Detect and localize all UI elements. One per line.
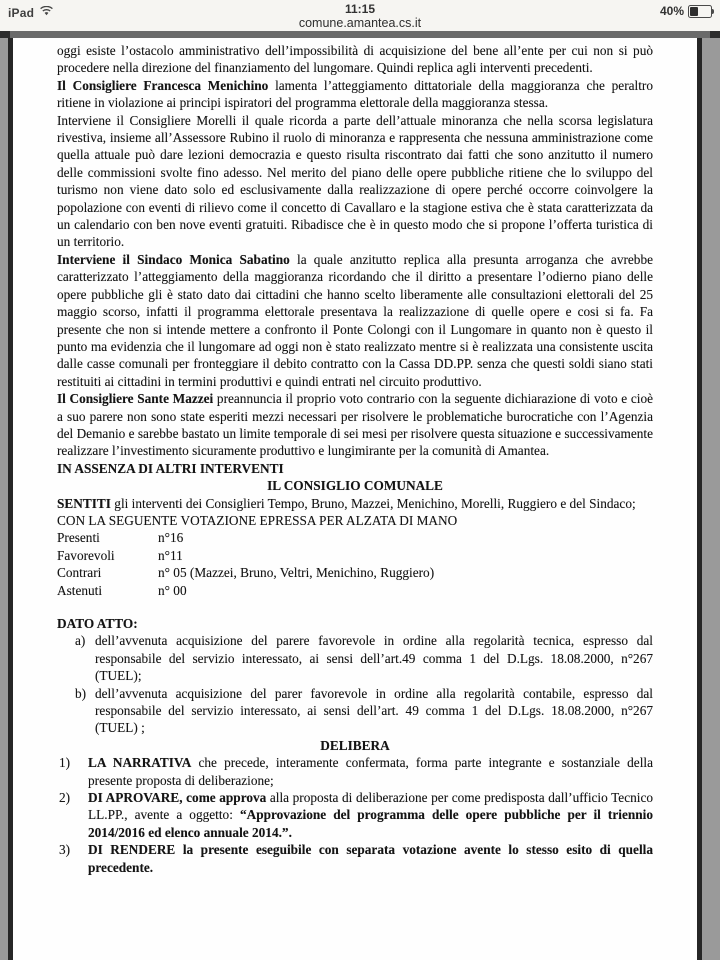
paragraph-menichino xyxy=(57,77,653,112)
vote-label: Favorevoli xyxy=(57,547,115,563)
paragraph-continuation: oggi esiste l’ostacolo amministrativo dell’impossibilità di acquisizione del bene all’ente per cui non si può procedere nella direzione del finanziamento del lungomare. Quindi replica agli interventi precedenti. xyxy=(57,43,653,76)
dato-atto-title: DATO ATTO: xyxy=(57,616,138,631)
list-marker: 2) xyxy=(59,790,71,806)
document-viewport[interactable] xyxy=(0,38,720,960)
list-text: dell’avvenuta acquisizione del parere favorevole in ordine alla regolarità tecnica, espresso dal responsabile del servizio interessato, ai sensi dell’art.49 comma 1 del D.Lgs. 18.08.2000, n°267 (TUEL); xyxy=(95,633,653,684)
scan-corner-left xyxy=(0,31,10,38)
list-marker: b) xyxy=(75,685,87,701)
document-content xyxy=(13,38,697,876)
delibera-text: che precede, interamente confermata, forma parte integrante e sostanziale della presente proposta di deliberazione; xyxy=(88,755,653,788)
battery-icon xyxy=(688,5,712,18)
speaker-name: Il Consigliere Sante Mazzei xyxy=(57,391,214,407)
paragraph-sabatino xyxy=(57,251,653,390)
paragraph-morelli: Interviene il Consigliere Morelli il quale ricorda a parte dell’attuale minoranza che nella scorsa legislatura rivestiva, insieme all’Assessore Rubino il ruolo di minoranza e rappresenta che nessuna amministrazione come quella attuale può dare lezioni democrazia e questo risulta riscontrato dai fatti che sono anzitutto il numero delle commissioni svolte fino adesso. Nel merito del piano delle opere pubbliche ritiene che lo sviluppo del turismo non viene dato solo ed esclusivamente dalla realizzazione di opere perché occorre coinvolgere la popolazione con eventi di rilievo come il concetto di Cavallaro e la stagione estiva che è stata caratterizzata da un calendario con ben nove eventi gratuiti. Ribadisce che è in questo modo che si propone l’offerta turistica di un territorio. xyxy=(57,112,653,250)
list-marker: 3) xyxy=(59,842,71,858)
vote-label: Astenuti xyxy=(57,582,103,598)
vote-row-contrari xyxy=(57,564,653,581)
delibera-title: DELIBERA xyxy=(320,737,390,753)
list-text: dell’avvenuta acquisizione del parer favorevole in ordine alla regolarità contabile, espresso dal responsabile del servizio interessato, ai sensi dell’art. 49 comma 1 del D.Lgs. 18.08.2000, n°267 (TUEL) ; xyxy=(95,685,653,736)
sentiti-text: gli interventi dei Consiglieri Tempo, Bruno, Mazzei, Menichino, Morelli, Ruggiero e del Sindaco; xyxy=(110,495,636,511)
vote-row-astenuti xyxy=(57,582,653,599)
section-heading-consiglio: IL CONSIGLIO COMUNALE xyxy=(267,478,443,494)
delibera-item-2 xyxy=(57,789,653,841)
delibera-text: alla proposta di deliberazione per come predisposta dall’ufficio Tecnico LL.PP., avente a oggetto: xyxy=(88,790,654,823)
sentiti-paragraph xyxy=(57,495,653,512)
vote-row-presenti xyxy=(57,529,653,546)
vote-value: n°11 xyxy=(158,547,183,563)
battery-nub xyxy=(712,9,714,14)
device-label: iPad xyxy=(8,5,35,20)
battery-fill xyxy=(690,7,698,16)
sentiti-keyword: SENTITI xyxy=(57,495,111,511)
delibera-item-3 xyxy=(57,841,653,876)
dato-atto-item-b xyxy=(57,685,653,737)
speaker-name: Il Consigliere Francesca Menichino xyxy=(57,77,269,93)
paragraph-mazzei xyxy=(57,390,653,460)
scan-top-edge xyxy=(0,31,720,38)
speaker-name: Interviene il Sindaco Monica Sabatino xyxy=(57,251,290,267)
vote-value: n° 00 xyxy=(158,582,187,598)
battery-percent: 40% xyxy=(659,4,684,18)
vote-label: Presenti xyxy=(57,530,100,546)
vote-value: n°16 xyxy=(158,530,184,546)
list-marker: 1) xyxy=(59,755,71,771)
delibera-lead: DI APROVARE, come approva xyxy=(88,790,267,806)
delibera-lead: DI RENDERE la presente eseguibile con separata votazione avente lo stesso esito di quella precedente. xyxy=(88,842,653,875)
vote-value: n° 05 (Mazzei, Bruno, Veltri, Menichino, Ruggiero) xyxy=(158,565,435,581)
address-bar-url[interactable]: comune.amantea.cs.it xyxy=(298,16,422,30)
delibera-lead: LA NARRATIVA xyxy=(88,755,192,771)
dato-atto-item-a xyxy=(57,632,653,684)
paragraph-text: lamenta l’atteggiamento dittatoriale della maggioranza che peraltro ritiene in violazione ai principi ispiratori del programma elettorale della maggioranza stessa. xyxy=(57,77,653,111)
status-bar xyxy=(0,0,720,31)
paragraph-text: preannuncia il proprio voto contrario con la seguente dichiarazione di voto e cioè a suo parere non sono state esperiti mezzi necessari per risolvere le problematiche burocratiche con l’Agenzia del Demanio e sarebbe bastato un limite temporale di sei mesi per risolvere questa situazione e successivamente realizzare l’investimento sicuramente produttivo e lungimirante per la comunità di Amantea. xyxy=(57,391,653,459)
scan-corner-right xyxy=(710,31,720,38)
delibera-bold-tail: “Approvazione del programma delle opere pubbliche per il triennio 2014/2016 ed elenco annuale 2014.”. xyxy=(88,807,653,840)
document-page xyxy=(8,38,702,960)
delibera-item-1 xyxy=(57,754,653,789)
vote-label: Contrari xyxy=(57,565,102,581)
list-marker: a) xyxy=(75,633,86,649)
votazione-line: CON LA SEGUENTE VOTAZIONE EPRESSA PER ALZATA DI MANO xyxy=(57,512,458,528)
no-other-interventions-line: IN ASSENZA DI ALTRI INTERVENTI xyxy=(57,460,284,476)
blank-line xyxy=(57,599,653,615)
status-bar-center xyxy=(0,0,720,30)
clock: 11:15 xyxy=(344,2,376,16)
status-bar-right xyxy=(660,4,712,18)
vote-row-favorevoli xyxy=(57,547,653,564)
paragraph-text: la quale anzitutto replica alla presunta arroganza che avrebbe caratterizzato l’atteggiamento della maggioranza ricordando che il diritto a presentare l’odierno piano delle opere pubbliche gli è stato dato dai cittadini che hanno scelto liberamente alle consultazioni elettorali del 25 maggio scorso, infatti il programma elettorale presentava la realizzazione di quelle opere e cosi si fa. Fa presente che non si intende mettere a confronto il Ponte Colongi con il Lungomare in quanto non è questo il punto ma evidenzia che il lungomare ad oggi non è stato realizzato mentre si è realizzata una consistente uscita dalle casse comunali per fronteggiare il debito contratto con la Cassa DD.PP. senza che questi soldi siano stati restituiti ai cittadini in termini produttivi e quindi entrati nel circuito produttivo. xyxy=(57,251,654,389)
